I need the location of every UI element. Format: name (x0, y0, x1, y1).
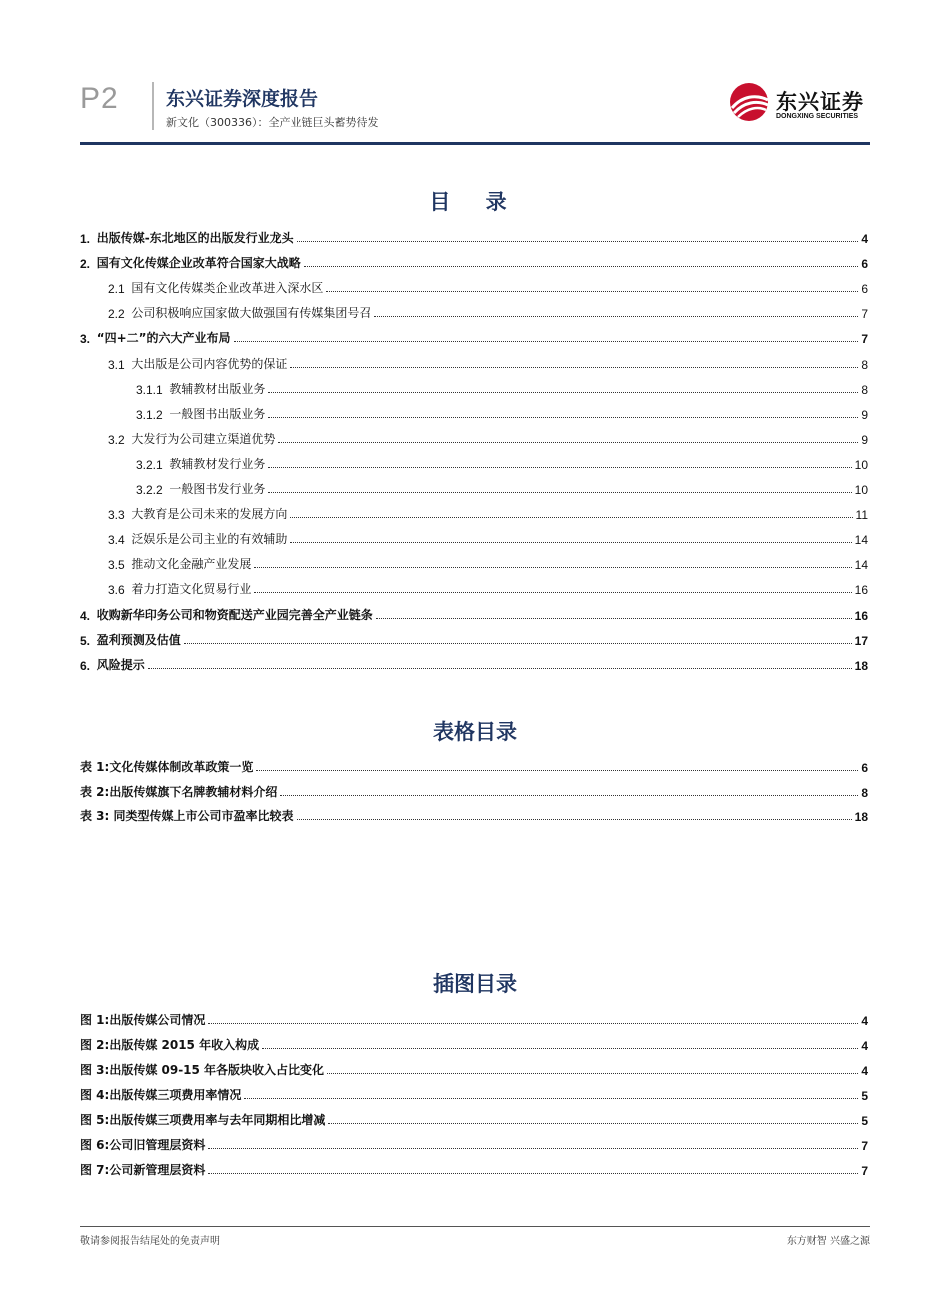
entry-page: 18 (854, 658, 868, 673)
table-list-title: 表格目录 (433, 720, 517, 744)
entry-text: 表 2:出版传媒旗下名牌教辅材料介绍 (80, 784, 278, 799)
entry-text: 盈利预测及估值 (96, 632, 181, 647)
figure-list-entry[interactable] (80, 1085, 868, 1103)
dot-leader (297, 819, 852, 820)
toc-entry[interactable] (80, 253, 868, 271)
entry-number: 2.1 (108, 282, 132, 297)
header-rule (80, 142, 870, 145)
figure-list-title: 插图目录 (433, 972, 517, 996)
toc-entry[interactable] (108, 504, 868, 522)
entry-page: 5 (861, 1114, 868, 1128)
page-header (80, 78, 870, 144)
toc-entry[interactable] (80, 328, 868, 346)
entry-number: 5. (80, 633, 97, 648)
dot-leader (254, 592, 851, 593)
toc-title: 目 录 (429, 190, 521, 214)
toc-entry[interactable] (80, 630, 868, 648)
toc-entry[interactable] (108, 529, 868, 547)
entry-number: 6. (80, 658, 97, 673)
entry-number: 4. (80, 608, 97, 623)
dot-leader (184, 643, 852, 644)
entry-number: 1. (80, 232, 97, 246)
entry-page: 4 (861, 232, 868, 246)
entry-number: 3.6 (108, 583, 132, 598)
dot-leader (262, 1048, 858, 1049)
entry-text: 出版传媒-东北地区的出版发行业龙头 (96, 231, 294, 245)
footer-rule (80, 1226, 870, 1227)
entry-text: 收购新华印务公司和物资配送产业园完善全产业链条 (96, 607, 373, 622)
entry-number: 3.1.1 (136, 382, 170, 397)
logo-text-cn: 东兴证券 (776, 90, 864, 114)
footer-slogan: 东方财智 兴盛之源 (786, 1236, 870, 1247)
toc-entry[interactable] (136, 404, 868, 422)
dot-leader (268, 492, 851, 493)
entry-text: 大教育是公司未来的发展方向 (131, 507, 288, 522)
logo-emblem-icon (728, 82, 770, 122)
dot-leader (376, 618, 852, 619)
entry-text: 一般图书发行业务 (169, 482, 266, 496)
entry-page: 7 (861, 332, 868, 347)
entry-text: 推动文化金融产业发展 (131, 557, 252, 572)
toc-entry[interactable] (80, 655, 868, 673)
figure-list-entry[interactable] (80, 1035, 868, 1053)
figure-list-entry[interactable] (80, 1110, 868, 1128)
entry-text: 着力打造文化贸易行业 (131, 582, 252, 597)
entry-page: 16 (854, 608, 868, 623)
entry-text: 图 1:出版传媒公司情况 (80, 1013, 206, 1027)
entry-text: 国有文化传媒企业改革符合国家大战略 (96, 256, 301, 271)
entry-page: 8 (861, 785, 868, 800)
dot-leader (327, 1073, 858, 1074)
table-list-entry[interactable] (80, 806, 868, 824)
entry-text: 教辅教材出版业务 (169, 381, 266, 396)
entry-number: 3.5 (108, 558, 132, 573)
entry-text: 大发行为公司建立渠道优势 (131, 431, 276, 446)
dot-leader (244, 1098, 858, 1099)
entry-page: 7 (861, 1139, 868, 1153)
dot-leader (268, 417, 858, 418)
entry-page: 6 (861, 282, 868, 297)
entry-text: 泛娱乐是公司主业的有效辅助 (131, 532, 288, 547)
figure-list-entry[interactable] (80, 1010, 868, 1028)
figure-list-entry[interactable] (80, 1060, 868, 1078)
entry-page: 10 (854, 457, 868, 472)
logo-text-en: DONGXING SECURITIES (776, 113, 859, 120)
toc-entry[interactable] (108, 554, 868, 572)
dot-leader (148, 668, 852, 669)
dot-leader (208, 1173, 858, 1174)
entry-text: 大出版是公司内容优势的保证 (131, 356, 288, 371)
entry-page: 17 (854, 633, 868, 648)
entry-page: 6 (861, 257, 868, 272)
entry-page: 7 (861, 307, 868, 322)
dot-leader (290, 367, 858, 368)
dot-leader (328, 1123, 858, 1124)
entry-number: 3.1 (108, 357, 132, 372)
toc-entry[interactable] (108, 303, 868, 321)
entry-text: 教辅教材发行业务 (169, 456, 266, 471)
entry-text: 表 3: 同类型传媒上市公司市盈率比较表 (80, 809, 294, 823)
dot-leader (268, 467, 851, 468)
entry-number: 3.2 (108, 432, 132, 447)
footer-disclaimer: 敬请参阅报告结尾处的免责声明 (80, 1236, 220, 1247)
entry-page: 5 (861, 1089, 868, 1103)
entry-page: 9 (861, 407, 868, 422)
entry-text: “四+二”的六大产业布局 (96, 331, 231, 346)
entry-text: 图 2:出版传媒 2015 年收入构成 (80, 1038, 260, 1052)
entry-number: 3. (80, 332, 97, 347)
entry-page: 4 (861, 1064, 868, 1078)
entry-page: 6 (861, 761, 868, 775)
entry-number: 2.2 (108, 307, 132, 322)
dot-leader (254, 567, 851, 568)
entry-page: 8 (861, 357, 868, 372)
report-subtitle: 新文化（300336）：全产业链巨头蓄势待发 (166, 116, 379, 129)
entry-page: 10 (854, 483, 868, 497)
entry-text: 图 4:出版传媒三项费用率情况 (80, 1088, 242, 1102)
dot-leader (297, 241, 859, 242)
entry-text: 一般图书出版业务 (169, 406, 266, 421)
dot-leader (374, 316, 858, 317)
dot-leader (326, 291, 858, 292)
dot-leader (268, 392, 858, 393)
header-divider (152, 82, 154, 130)
entry-page: 16 (854, 583, 868, 598)
entry-number: 3.2.1 (136, 457, 170, 472)
toc-entry[interactable] (108, 429, 868, 447)
dot-leader (208, 1148, 858, 1149)
entry-page: 14 (854, 533, 868, 548)
dot-leader (304, 266, 859, 267)
entry-page: 18 (854, 810, 868, 824)
entry-number: 2. (80, 257, 97, 272)
company-logo (728, 80, 870, 128)
entry-text: 风险提示 (96, 657, 145, 672)
toc-entry[interactable] (108, 579, 868, 597)
entry-text: 表 1:文化传媒体制改革政策一览 (80, 760, 254, 774)
entry-text: 图 6:公司旧管理层资料 (80, 1138, 206, 1152)
toc-entry[interactable] (136, 379, 868, 397)
entry-page: 11 (855, 508, 868, 523)
entry-number: 3.3 (108, 508, 132, 523)
toc-entry[interactable] (136, 454, 868, 472)
entry-page: 4 (861, 1039, 868, 1053)
dot-leader (278, 442, 858, 443)
entry-page: 8 (861, 382, 868, 397)
entry-page: 14 (854, 558, 868, 573)
entry-text: 图 5:出版传媒三项费用率与去年同期相比增减 (80, 1113, 326, 1127)
toc-entry[interactable] (108, 278, 868, 296)
toc-entry[interactable] (136, 479, 868, 497)
entry-text: 图 3:出版传媒 09-15 年各版块收入占比变化 (80, 1063, 325, 1077)
table-list-entry[interactable] (80, 782, 868, 800)
entry-text: 国有文化传媒类企业改革进入深水区 (131, 281, 324, 296)
toc-entry[interactable] (80, 605, 868, 623)
entry-page: 7 (861, 1164, 868, 1178)
report-title: 东兴证券深度报告 (166, 88, 319, 110)
entry-page: 4 (861, 1014, 868, 1028)
dot-leader (290, 517, 852, 518)
toc-entry[interactable] (80, 228, 868, 246)
table-list-entry[interactable] (80, 757, 868, 775)
dot-leader (256, 770, 858, 771)
entry-page: 9 (861, 432, 868, 447)
entry-number: 3.4 (108, 533, 132, 548)
entry-number: 3.2.2 (136, 483, 170, 497)
toc-entry[interactable] (108, 354, 868, 372)
dot-leader (208, 1023, 858, 1024)
dot-leader (234, 341, 859, 342)
entry-number: 3.1.2 (136, 407, 170, 422)
page-number: P2 (80, 82, 119, 115)
dot-leader (290, 542, 851, 543)
entry-text: 公司积极响应国家做大做强国有传媒集团号召 (131, 306, 372, 321)
dot-leader (280, 795, 858, 796)
figure-list-entry[interactable] (80, 1135, 868, 1153)
figure-list-entry[interactable] (80, 1160, 868, 1178)
entry-text: 图 7:公司新管理层资料 (80, 1163, 206, 1177)
